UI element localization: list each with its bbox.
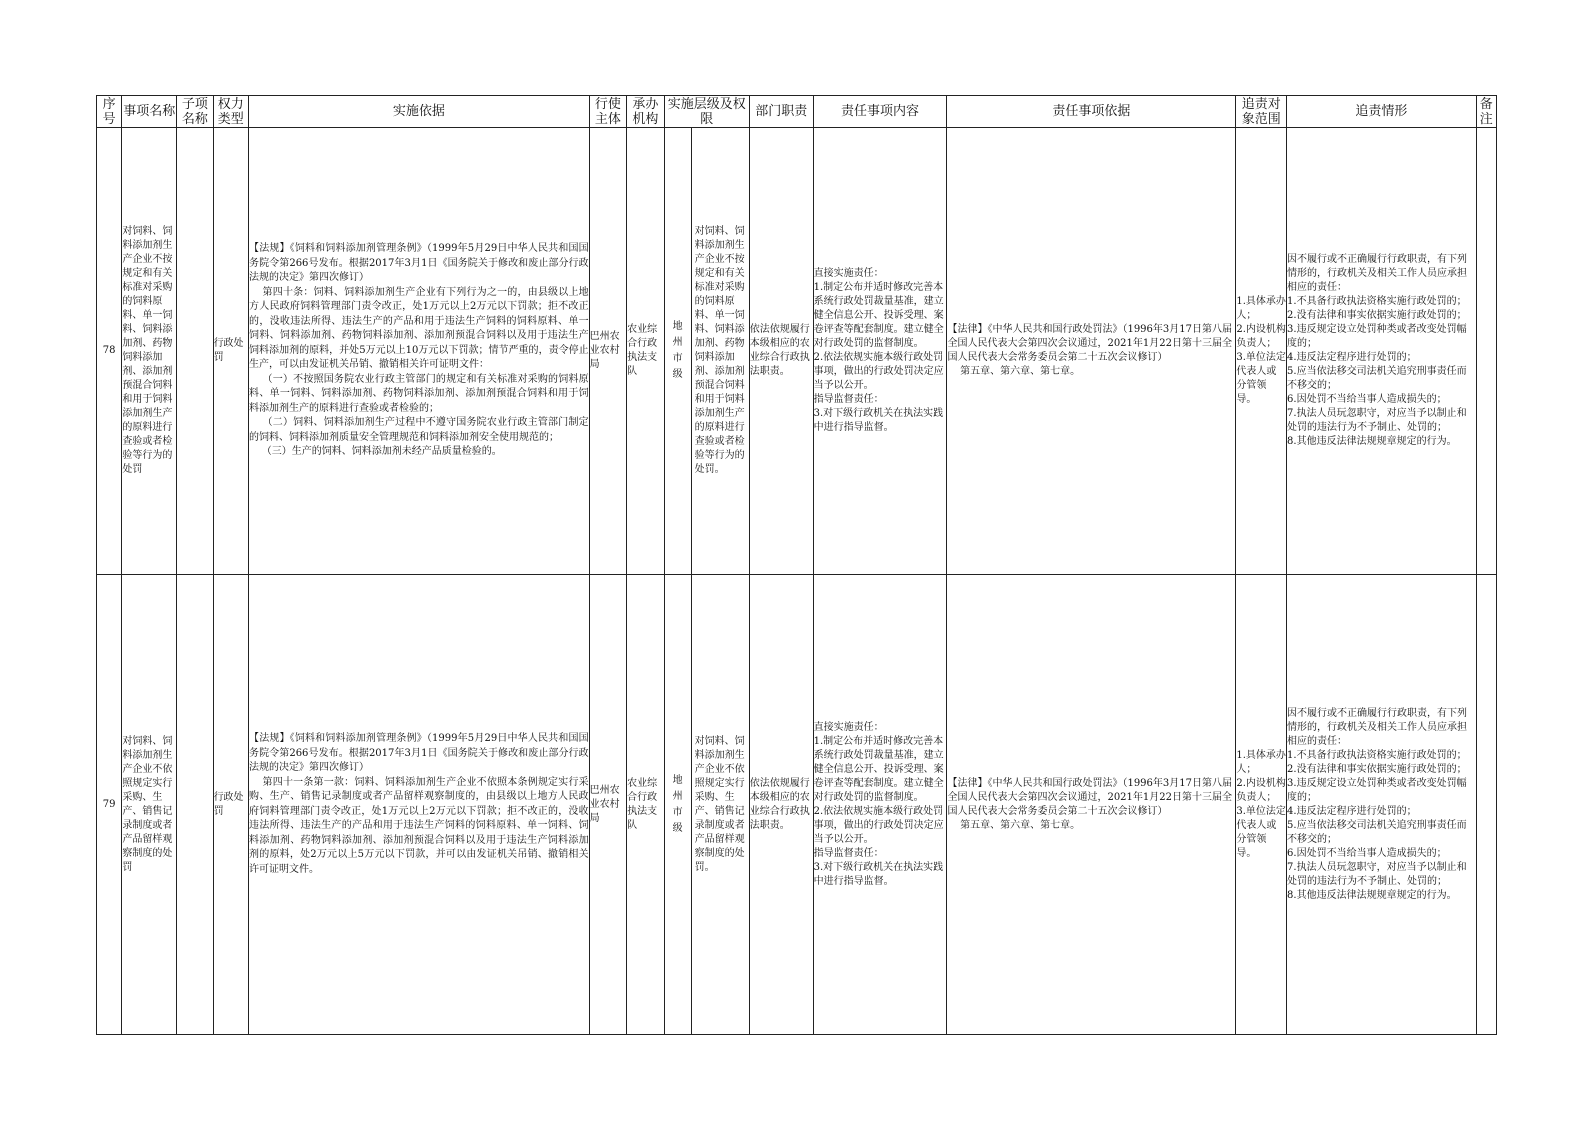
level-text: 地州市级 [672, 774, 683, 834]
level-cell [664, 575, 749, 1035]
basis-cell: 【法规】《饲料和饲料添加剂管理条例》（1999年5月29日中华人民共和国国务院令第266号发布。根据2017年3月1日《国务院关于修改和废止部分行政法规的决定》第四次修订） 第四十条：饲料、饲料添加剂生产企业有下列行为之一的，由县级以上地方人民政府饲料管理部门责令改正，处1万元以上2万元以下罚款；拒不改正的，没收违法所得、违法生产的产品和用于违法生产饲料的饲料原料、单一饲料、饲料添加剂、药物饲料添加剂、添加剂预混合饲料以及用于违法生产饲料添加剂的原料，并处5万元以上10万元以下罚款；情节严重的，责令停止生产，可以由发证机关吊销、撤销相关许可证明文件： （一）不按照国务院农业行政主管部门的规定和有关标准对采购的饲料原料、单一饲料、饲料添加剂、药物饲料添加剂、添加剂预混合饲料和用于饲料添加剂生产的原料进行查验或者检验的； （二）饲料、饲料添加剂生产过程中不遵守国务院农业行政主管部门制定的饲料、饲料添加剂质量安全管理规范和饲料添加剂安全使用规范的； （三）生产的饲料、饲料添加剂未经产品质量检验的。 [249, 128, 590, 575]
header-resp-content: 责任事项内容 [813, 96, 947, 128]
resp-basis-cell: 【法律】《中华人民共和国行政处罚法》（1996年3月17日第八届全国人民代表大会第四次会议通过，2021年1月22日第十三届全国人民代表大会常务委员会第二十五次会议修订） 第五章、第六章、第七章。 [947, 128, 1236, 575]
situation-cell: 因不履行或不正确履行行政职责，有下列情形的，行政机关及相关工作人员应承担相应的责任： 1.不具备行政执法资格实施行政处罚的； 2.没有法律和事实依据实施行政处罚的； 3.违反规定设立处罚种类或者改变处罚幅度的； 4.违反法定程序进行处罚的； 5.应当依法移交司法机关追究刑事责任而不移交的； 6.因处罚不当给当事人造成损失的； 7.执法人员玩忽职守，对应当予以制止和处罚的违法行为不予制止、处罚的； 8.其他违反法律法规规章规定的行为。 [1287, 128, 1477, 575]
power-text: 对饲料、饲料添加剂生产企业不按规定和有关标准对采购的饲料原料、单一饲料、饲料添加剂、药物饲料添加剂、添加剂预混合饲料和用于饲料添加剂生产的原料进行查验或者检验等行为的处罚。 [694, 226, 745, 475]
duty-cell: 依法依规履行本级相应的农业综合行政执法职责。 [749, 575, 813, 1035]
sub-name-cell [177, 128, 213, 575]
header-duty: 部门职责 [749, 96, 813, 128]
header-resp-basis: 责任事项依据 [947, 96, 1236, 128]
header-level: 实施层级及权限 [664, 96, 749, 128]
agency-cell: 农业综合行政执法支队 [627, 575, 665, 1035]
header-basis: 实施依据 [249, 96, 590, 128]
remark-cell [1476, 575, 1496, 1035]
level-text: 地州市级 [672, 321, 683, 380]
basis-cell: 【法规】《饲料和饲料添加剂管理条例》（1999年5月29日中华人民共和国国务院令第266号发布。根据2017年3月1日《国务院关于修改和废止部分行政法规的决定》第四次修订） 第四十一条第一款：饲料、饲料添加剂生产企业不依照本条例规定实行采购、生产、销售记录制度或者产品留样观察制度的，由县级以上地方人民政府饲料管理部门责令改正，处1万元以上2万元以下罚款；拒不改正的，没收违法所得、违法生产的产品和用于违法生产饲料的饲料原料、单一饲料、饲料添加剂、药物饲料添加剂、添加剂预混合饲料以及用于违法生产饲料添加剂的原料，处2万元以上5万元以下罚款，并可以由发证机关吊销、撤销相关许可证明文件。 [249, 575, 590, 1035]
scope-cell: 1.具体承办人； 2.内设机构负责人； 3.单位法定代表人或分管领导。 [1236, 575, 1287, 1035]
situation-cell: 因不履行或不正确履行行政职责，有下列情形的，行政机关及相关工作人员应承担相应的责任： 1.不具备行政执法资格实施行政处罚的； 2.没有法律和事实依据实施行政处罚的； 3.违反规定设立处罚种类或者改变处罚幅度的； 4.违反法定程序进行处罚的； 5.应当依法移交司法机关追究刑事责任而不移交的； 6.因处罚不当给当事人造成损失的； 7.执法人员玩忽职守，对应当予以制止和处罚的违法行为不予制止、处罚的； 8.其他违反法律法规规章规定的行为。 [1287, 575, 1477, 1035]
remark-cell [1476, 128, 1496, 575]
sub-name-cell [177, 575, 213, 1035]
header-row [97, 96, 1497, 128]
header-seq: 序号 [97, 96, 122, 128]
agency-cell: 农业综合行政执法支队 [627, 128, 665, 575]
resp-content-cell: 直接实施责任： 1.制定公布并适时修改完善本系统行政处罚裁量基准，建立健全信息公开、投诉受理、案卷评查等配套制度。建立健全对行政处罚的监督制度。 2.依法依规实施本级行政处罚事项，做出的行政处罚决定应当予以公开。 指导监督责任： 3.对下级行政机关在执法实践中进行指导监督。 [813, 575, 947, 1035]
table-row [97, 128, 1497, 575]
subject-cell: 巴州农业农村局 [589, 128, 627, 575]
header-power-type: 权力类型 [213, 96, 248, 128]
item-name-cell: 对饲料、饲料添加剂生产企业不按规定和有关标准对采购的饲料原料、单一饲料、饲料添加剂、药物饲料添加剂、添加剂预混合饲料和用于饲料添加剂生产的原料进行查验或者检验等行为的处罚 [122, 128, 177, 575]
header-situation: 追责情形 [1287, 96, 1477, 128]
item-name-cell: 对饲料、饲料添加剂生产企业不依照规定实行采购、生产、销售记录制度或者产品留样观察制度的处罚 [122, 575, 177, 1035]
seq-cell: 79 [97, 575, 122, 1035]
seq-cell: 78 [97, 128, 122, 575]
duty-cell: 依法依规履行本级相应的农业综合行政执法职责。 [749, 128, 813, 575]
resp-content-cell: 直接实施责任： 1.制定公布并适时修改完善本系统行政处罚裁量基准，建立健全信息公开、投诉受理、案卷评查等配套制度。建立健全对行政处罚的监督制度。 2.依法依规实施本级行政处罚事项，做出的行政处罚决定应当予以公开。 指导监督责任： 3.对下级行政机关在执法实践中进行指导监督。 [813, 128, 947, 575]
power-type-cell: 行政处罚 [213, 128, 248, 575]
header-remark: 备注 [1476, 96, 1496, 128]
level-cell [664, 128, 749, 575]
resp-basis-cell: 【法律】《中华人民共和国行政处罚法》（1996年3月17日第八届全国人民代表大会第四次会议通过，2021年1月22日第十三届全国人民代表大会常务委员会第二十五次会议修订） 第五章、第六章、第七章。 [947, 575, 1236, 1035]
subject-cell: 巴州农业农村局 [589, 575, 627, 1035]
table-row [97, 575, 1497, 1035]
header-scope: 追责对象范围 [1236, 96, 1287, 128]
scope-cell: 1.具体承办人； 2.内设机构负责人； 3.单位法定代表人或分管领导。 [1236, 128, 1287, 575]
responsibility-table [96, 95, 1497, 1035]
header-subject: 行使主体 [589, 96, 627, 128]
power-type-cell: 行政处罚 [213, 575, 248, 1035]
header-item-name: 事项名称 [122, 96, 177, 128]
header-sub-name: 子项名称 [177, 96, 213, 128]
power-text: 对饲料、饲料添加剂生产企业不依照规定实行采购、生产、销售记录制度或者产品留样观察制度的处罚。 [694, 735, 745, 873]
header-agency: 承办机构 [627, 96, 665, 128]
